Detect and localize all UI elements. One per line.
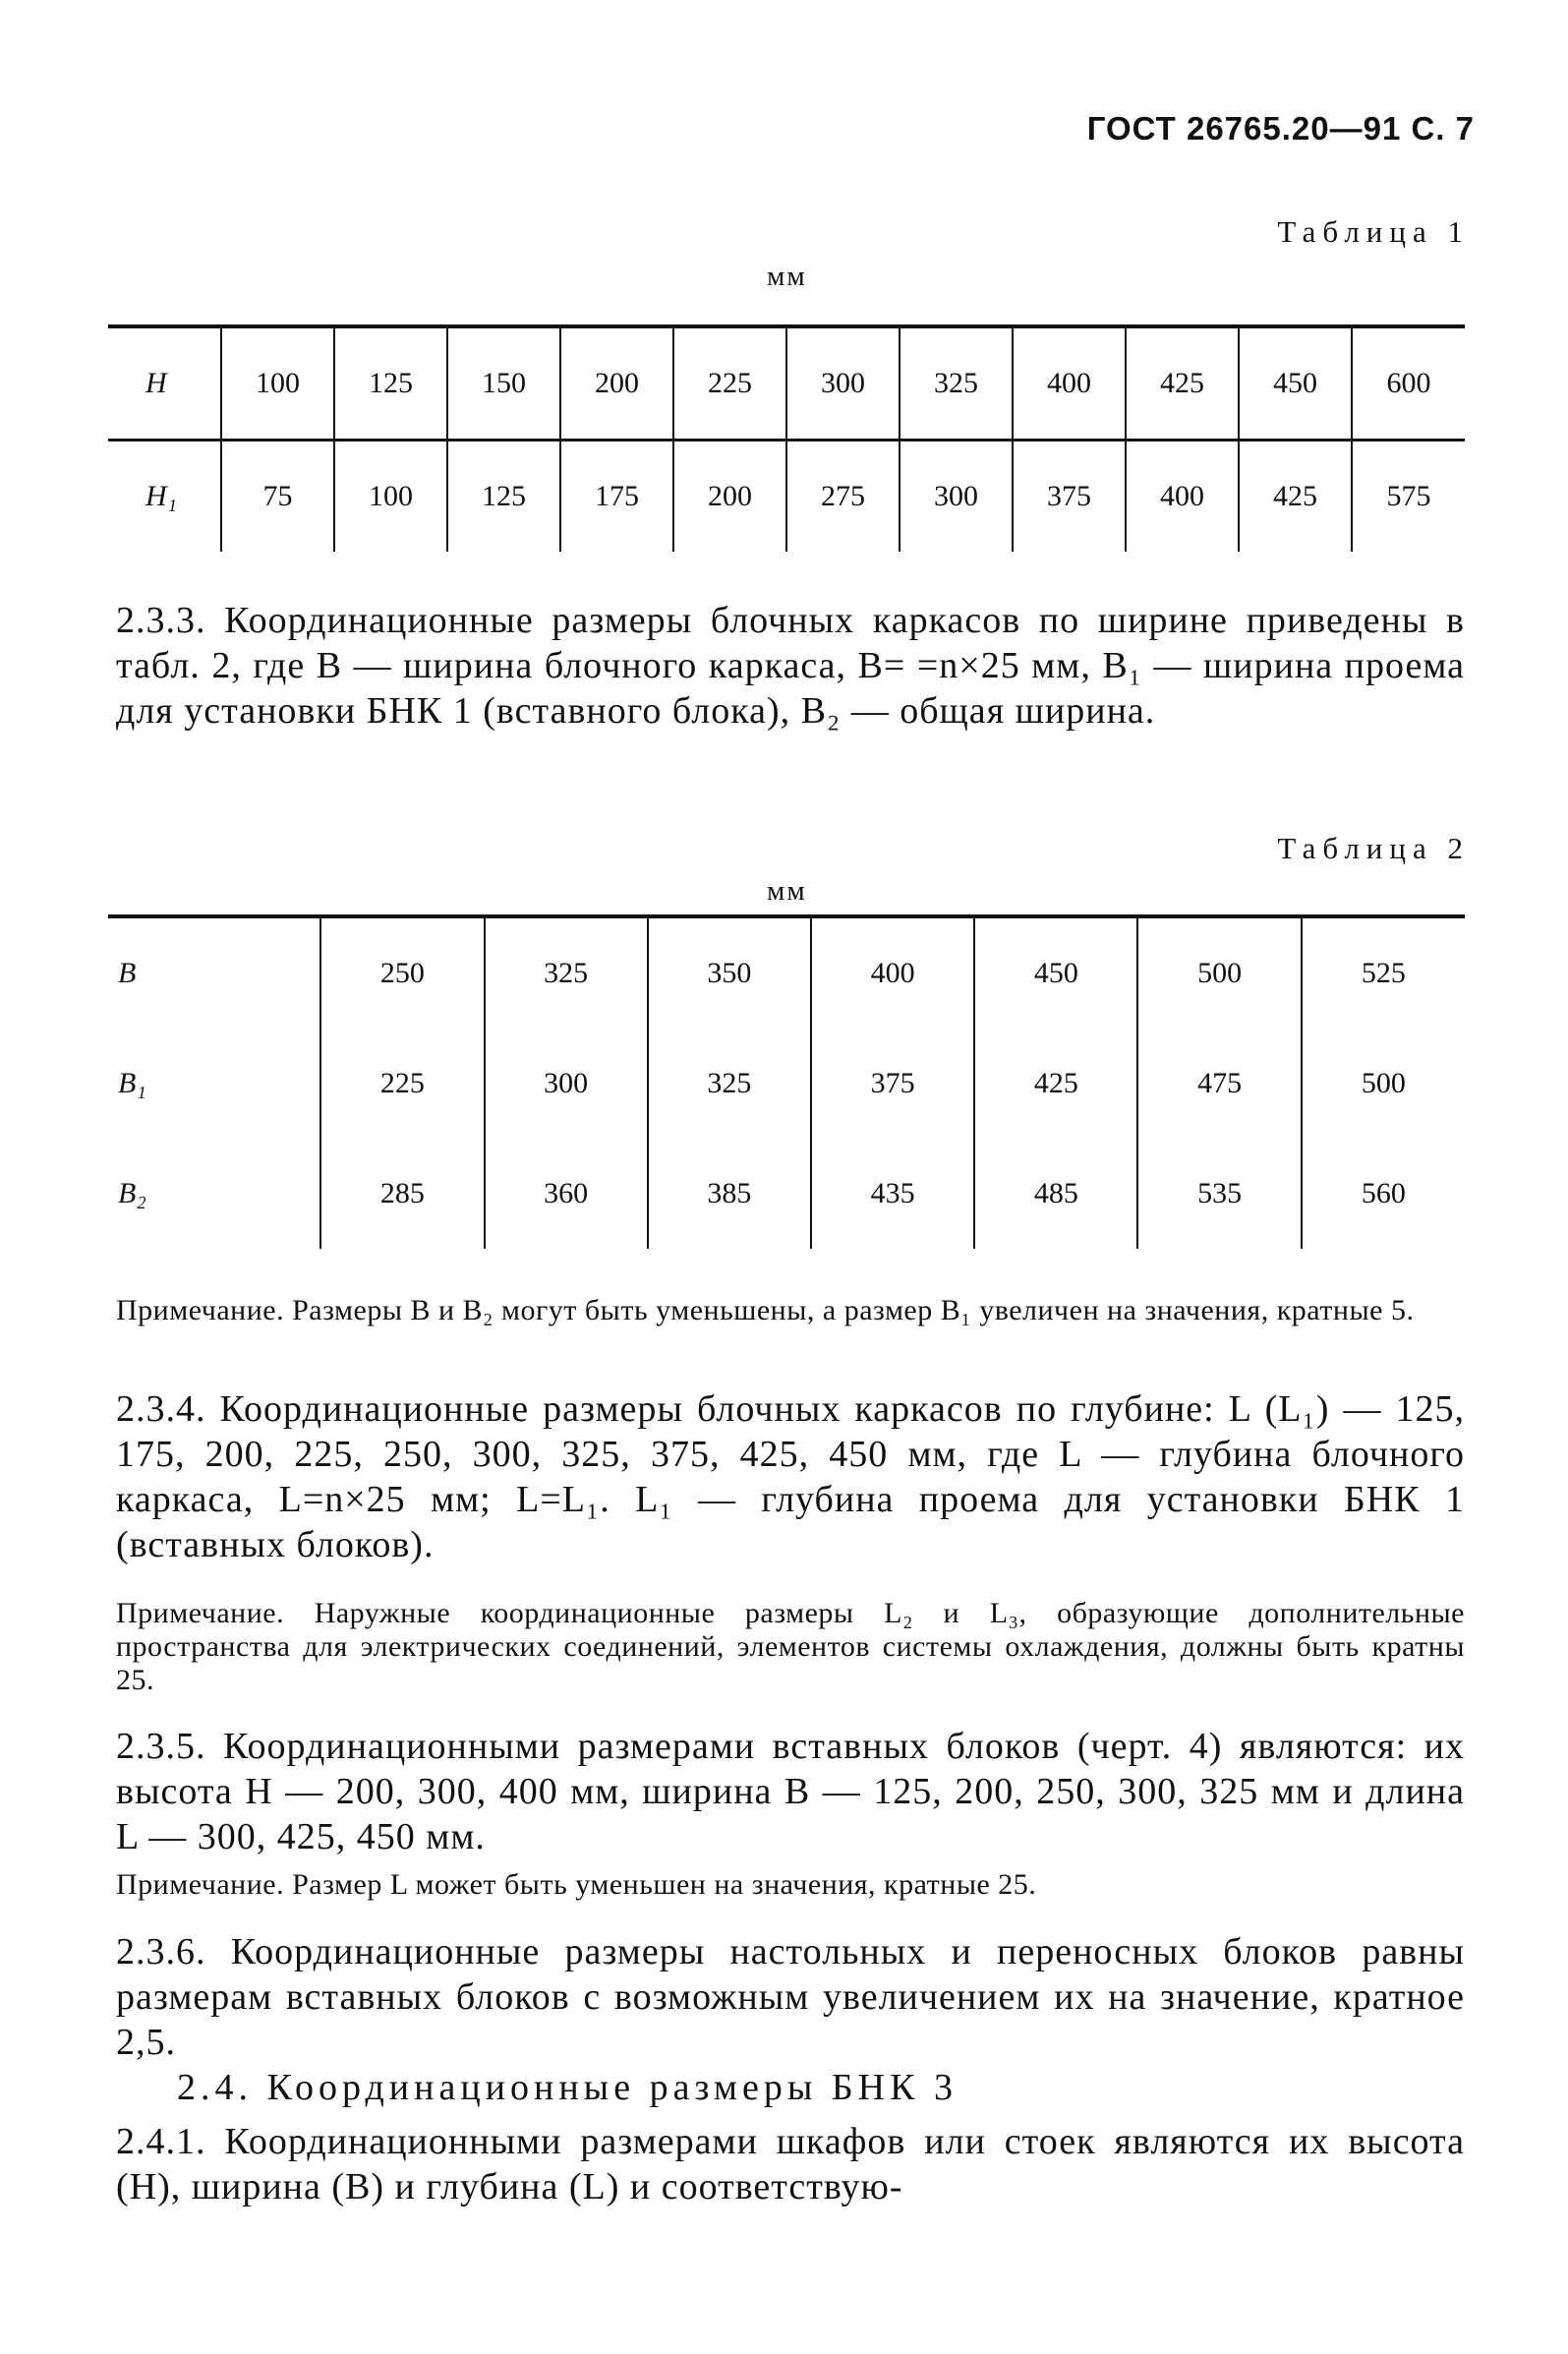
section-heading-2-4: 2.4. Координационные размеры БНК 3 (177, 2067, 958, 2108)
table-cell: 285 (320, 1139, 484, 1249)
table-cell: 200 (673, 441, 786, 553)
table-cell: 325 (900, 326, 1013, 441)
table2 (108, 914, 1465, 1249)
table-cell: 75 (221, 441, 334, 553)
table-cell: 225 (673, 326, 786, 441)
table1 (108, 324, 1465, 552)
table1-unit: мм (767, 261, 807, 292)
note-3: Примечание. Размер L может быть уменьшен на значения, кратные 25. (116, 1868, 1037, 1901)
table-cell: 350 (648, 916, 811, 1029)
table-cell: 500 (1137, 916, 1301, 1029)
row-header: B₁ (118, 1067, 146, 1099)
table-cell: 400 (811, 916, 974, 1029)
table-cell: 475 (1137, 1029, 1301, 1139)
table-cell: 200 (560, 326, 673, 441)
table-cell: 225 (320, 1029, 484, 1139)
table-cell: 100 (334, 441, 447, 553)
paragraph-2-3-5: 2.3.5. Координационными размерами вставных блоков (черт. 4) являются: их высота H — 200, 300, 400 мм, ширина B — 125, 200, 250, 300, 325 мм и длина L — 300, 425, 450 мм. (116, 1726, 1465, 1857)
table-cell: 325 (648, 1029, 811, 1139)
row-header: H₁ (145, 480, 178, 512)
paragraph-2-3-4: 2.3.4. Координационные размеры блочных каркасов по глубине: L (L₁) — 125, 175, 200, 225, 250, 300, 325, 375, 425, 450 мм, где L — глубина блочного каркаса, L=n×25 мм; L=L₁. L₁ — глубина проема для установки БНК 1 (вставных блоков). (116, 1388, 1465, 1565)
table-row (108, 916, 1465, 1029)
page-header: ГОСТ 26765.20—91 С. 7 (1086, 110, 1475, 147)
table-cell: 425 (974, 1029, 1137, 1139)
table-row (108, 441, 1465, 553)
table-cell: 125 (334, 326, 447, 441)
table-cell: 300 (900, 441, 1013, 553)
table-cell: 175 (560, 441, 673, 553)
table-cell: 450 (1239, 326, 1352, 441)
table-cell: 535 (1137, 1139, 1301, 1249)
table-cell: 100 (221, 326, 334, 441)
table-cell: 400 (1126, 441, 1239, 553)
table-cell: 360 (485, 1139, 648, 1249)
table-cell: 325 (485, 916, 648, 1029)
paragraph-2-3-3: 2.3.3. Координационные размеры блочных каркасов по ширине приведены в табл. 2, где B — ширина блочного каркаса, B= =n×25 мм, B₁ — ширина проема для установки БНК 1 (вставного блока), B₂ — общая ширина. (116, 600, 1465, 732)
table-cell: 375 (811, 1029, 974, 1139)
table-row (108, 326, 1465, 441)
table-cell: 525 (1302, 916, 1465, 1029)
table1-caption: Таблица 1 (1277, 214, 1470, 249)
row-header: B₂ (118, 1177, 146, 1209)
table-cell: 425 (1239, 441, 1352, 553)
table-cell: 375 (1013, 441, 1126, 553)
table-row (108, 1139, 1465, 1249)
table-cell: 250 (320, 916, 484, 1029)
table-cell: 435 (811, 1139, 974, 1249)
table-cell: 425 (1126, 326, 1239, 441)
row-header: H (108, 326, 221, 441)
table-cell: 500 (1302, 1029, 1465, 1139)
table-cell: 300 (485, 1029, 648, 1139)
table-cell: 150 (447, 326, 560, 441)
table-cell: 400 (1013, 326, 1126, 441)
table-cell: 600 (1352, 326, 1465, 441)
note-1: Примечание. Размеры B и B₂ могут быть уменьшены, а размер B₁ увеличен на значения, кратные 5. (116, 1294, 1415, 1326)
table-cell: 560 (1302, 1139, 1465, 1249)
table2-caption: Таблица 2 (1277, 831, 1470, 865)
table-cell: 300 (786, 326, 900, 441)
table-cell: 385 (648, 1139, 811, 1249)
table2-unit: мм (767, 875, 807, 907)
table-cell: 125 (447, 441, 560, 553)
table-cell: 275 (786, 441, 900, 553)
table-cell: 575 (1352, 441, 1465, 553)
note-2: Примечание. Наружные координационные размеры L₂ и L₃, образующие дополнительные пространства для электрических соединений, элементов системы охлаждения, должны быть кратны 25. (116, 1597, 1465, 1696)
row-header: B (118, 957, 137, 989)
paragraph-2-4-1: 2.4.1. Координационными размерами шкафов или стоек являются их высота (H), ширина (B) и глубина (L) и соответствую- (116, 2121, 1465, 2207)
table-cell: 450 (974, 916, 1137, 1029)
table-cell: 485 (974, 1139, 1137, 1249)
table-row (108, 1029, 1465, 1139)
paragraph-2-3-6: 2.3.6. Координационные размеры настольных и переносных блоков равны размерам вставных блоков с возможным увеличением их на значение, кратное 2,5. (116, 1931, 1465, 2063)
